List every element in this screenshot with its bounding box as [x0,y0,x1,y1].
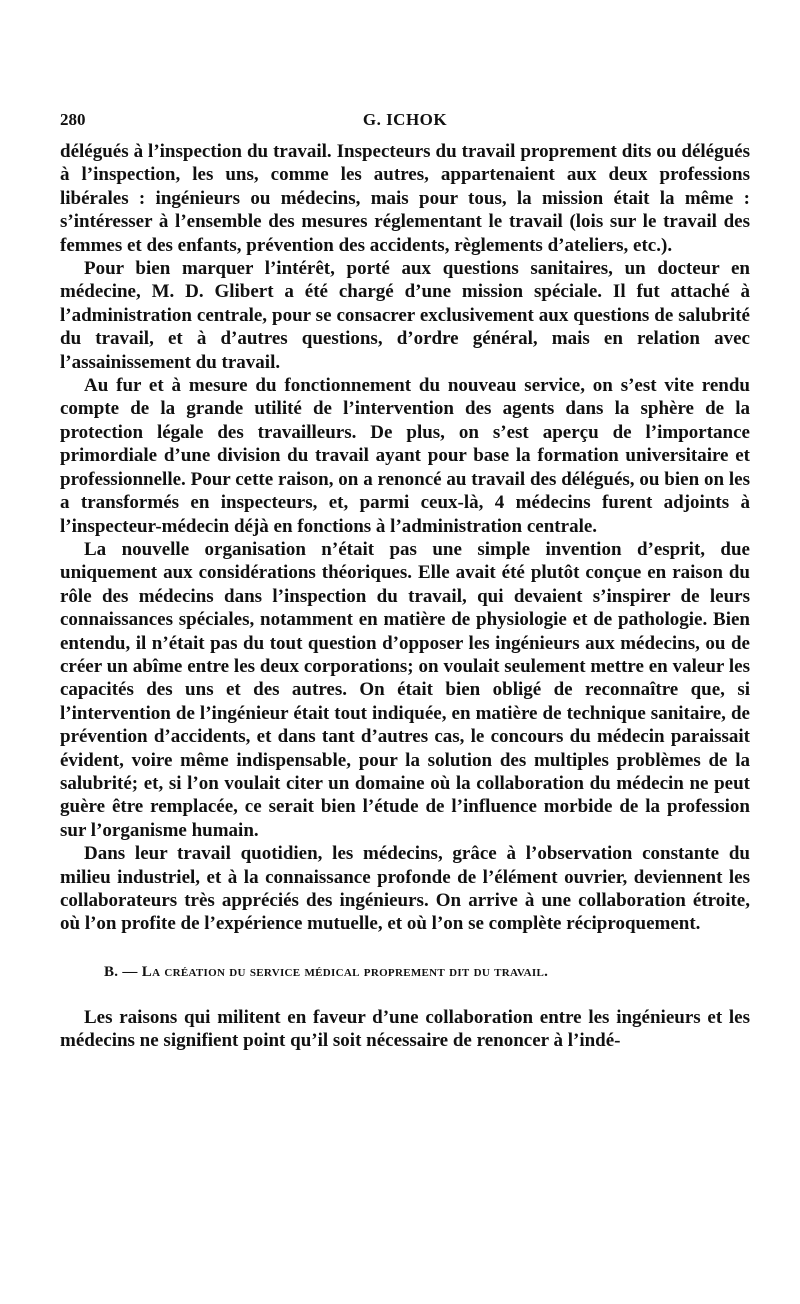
document-page [60,110,750,1053]
running-head [60,110,750,140]
section-heading [60,962,750,982]
section-title: La création du service médical proprement dit du travail. [141,963,549,980]
paragraph: Dans leur travail quotidien, les médecins, grâce à l’observation constante du milieu industriel, et à la connaissance profonde de l’élément ouvrier, deviennent les collaborateurs très appréciés des ingénieurs. On arrive à une collaboration étroite, où l’on profite de l’expérience mutuelle, et où l’on se complète réciproquement. [60,843,750,935]
page-number: 280 [60,110,86,129]
running-head-author: G. ICHOK [362,110,448,129]
body-text [60,140,750,936]
paragraph: La nouvelle organisation n’était pas une simple invention d’esprit, due uniquement aux considérations théoriques. Elle avait été plutôt conçue en raison du rôle des médecins dans l’inspection du travail, qui devaient s’inspirer de leurs connaissances spéciales, notamment en matière de physiologie et de pathologie. Bien entendu, il n’était pas du tout question d’opposer les ingénieurs aux médecins, ou de créer un abîme entre les deux corporations; on voulait seulement mettre en valeur les capacités des uns et des autres. On était bien obligé de reconnaître que, si l’intervention de l’ingénieur était tout indiquée, en matière de technique sanitaire, de prévention d’accidents, et dans tant d’autres cas, le concours du médecin paraissait évident, voire même indispensable, pour la solution des multiples problèmes de la salubrité; et, si l’on voulait citer un domaine où la collaboration du médecin ne peut guère être remplacée, ce serait bien l’étude de l’influence morbide de la profession sur l’organisme humain. [60,538,750,841]
body-text-continued [60,1006,750,1053]
paragraph: Les raisons qui militent en faveur d’une collaboration entre les ingénieurs et les médecins ne signifient point qu’il soit nécessaire de renoncer à l’indé- [60,1006,750,1052]
paragraph: Pour bien marquer l’intérêt, porté aux questions sanitaires, un docteur en médecine, M. D. Glibert a été chargé d’une mission spéciale. Il fut attaché à l’administration centrale, pour se consacrer exclusivement aux questions de salubrité du travail, et à d’autres questions, d’ordre général, mais en relation avec l’assainissement du travail. [60,258,750,373]
section-label: B. — [104,963,142,980]
paragraph: Au fur et à mesure du fonctionnement du nouveau service, on s’est vite rendu compte de la grande utilité de l’intervention des agents dans la sphère de la protection légale des travailleurs. De plus, on s’est aperçu de l’importance primordiale d’une division du travail ayant pour base la formation universitaire et professionnelle. Pour cette raison, on a renoncé au travail des délégués, ou bien on les a transformés en inspecteurs, et, parmi ceux-là, 4 médecins furent adjoints à l’inspecteur-médecin déjà en fonctions à l’administration centrale. [60,375,750,537]
paragraph: délégués à l’inspection du travail. Inspecteurs du travail proprement dits ou délégués à l’inspection, les uns, comme les autres, appartenaient aux deux professions libérales : ingénieurs ou médecins, mais pour tous, la mission était la même : s’intéresser à l’ensemble des mesures réglementant le travail (lois sur le travail des femmes et des enfants, prévention des accidents, règlements d’ateliers, etc.). [60,141,750,256]
